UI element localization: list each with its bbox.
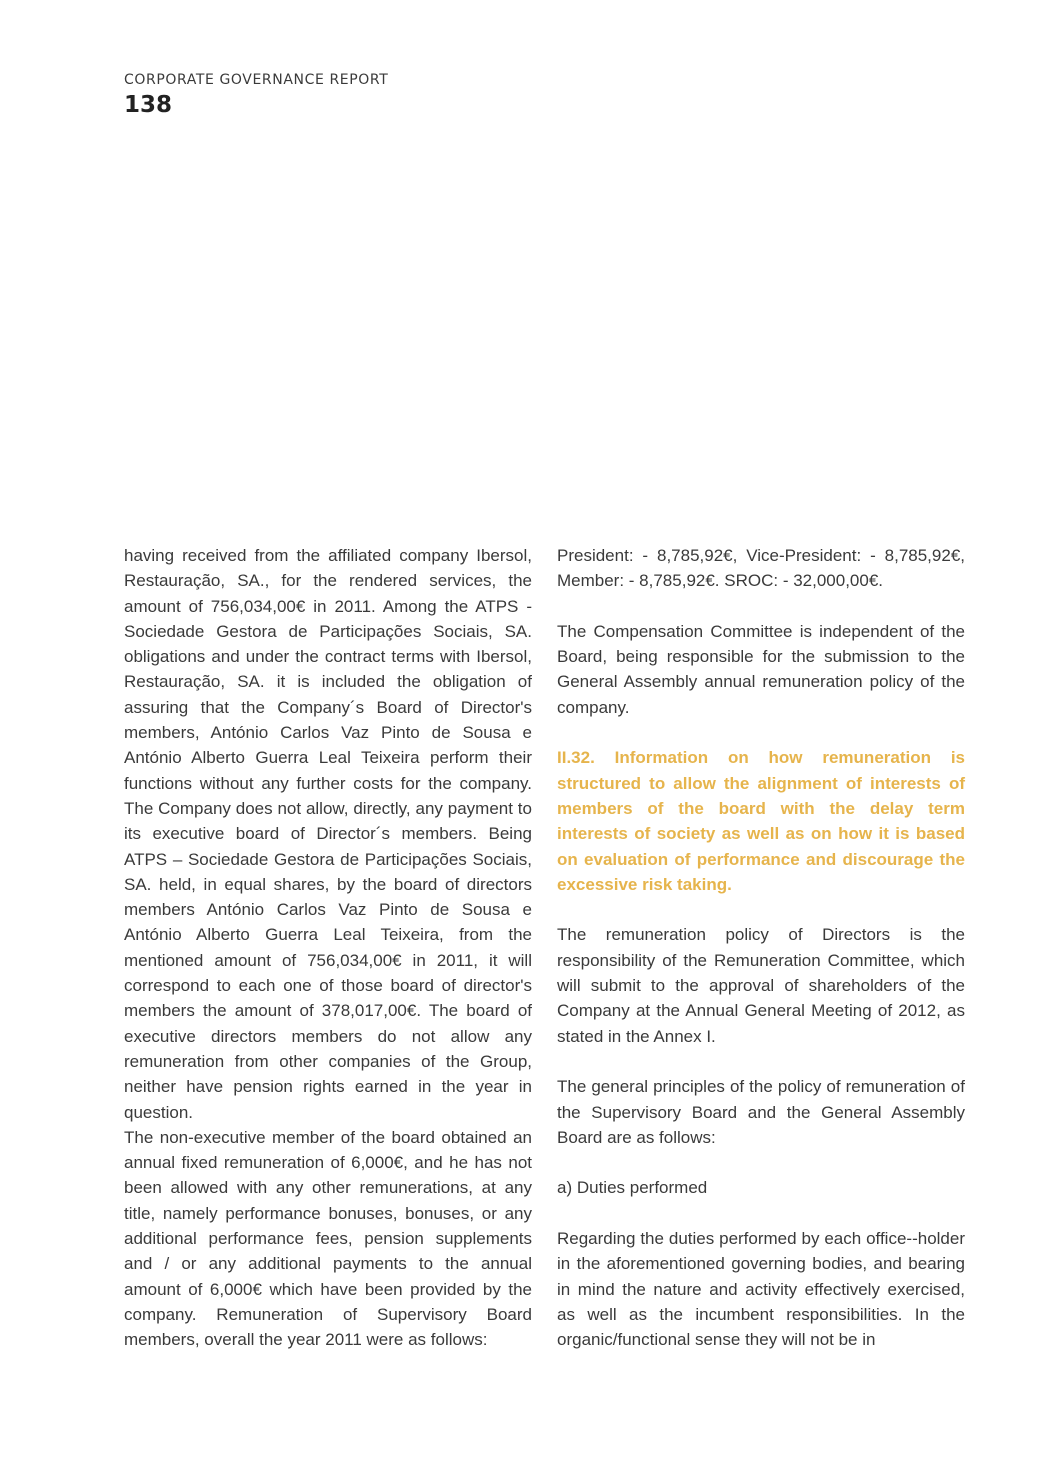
- page-header: [124, 70, 388, 118]
- right-column: [557, 543, 965, 1353]
- page-number: 138: [124, 92, 173, 118]
- left-paragraph-1: having received from the affiliated company Ibersol, Restauração, SA., for the rendered services, the amount of 756,034,00€ in 2011. Among the ATPS - Sociedade Gestora de Participações Sociais, SA. obligations and under the contract terms with Ibersol, Restauração, SA. it is included the obligation of assuring that the Company´s Board of Director's members, António Carlos Vaz Pinto de Sousa e António Alberto Guerra Leal Teixeira perform their functions without any further costs for the company. The Company does not allow, directly, any payment to its executive board of Director´s members. Being ATPS – Sociedade Gestora de Participações Sociais, SA. held, in equal shares, by the board of directors members António Carlos Vaz Pinto de Sousa e António Alberto Guerra Leal Teixeira, from the mentioned amount of 756,034,00€ in 2011, it will correspond to each one of those board of director's members the amount of 378,017,00€. The board of executive directors members do not allow any remuneration from other companies of the Group, neither have pension rights earned in the year in question.: [124, 546, 532, 1122]
- report-title: CORPORATE GOVERNANCE REPORT: [124, 72, 389, 88]
- section-heading: II.32. Information on how remuneration is structured to allow the alignment of interests of members of the board with the delay term interests of society as well as on how it is based on evaluation of performance and discourage the excessive risk taking.: [557, 748, 965, 894]
- right-paragraph-5: a) Duties performed: [557, 1178, 708, 1198]
- left-column: [124, 543, 532, 1353]
- right-paragraph-2: The Compensation Committee is independent of the Board, being responsible for the submission to the General Assembly annual remuneration policy of the company.: [557, 621, 965, 717]
- right-paragraph-1: President: - 8,785,92€, Vice-President: - 8,785,92€, Member: - 8,785,92€. SROC: - 32,000,00€.: [557, 546, 965, 591]
- right-paragraph-4: The general principles of the policy of remuneration of the Supervisory Board and the General Assembly Board are as follows:: [557, 1077, 965, 1147]
- left-paragraph-2: The non-executive member of the board obtained an annual fixed remuneration of 6,000€, and he has not been allowed with any other remunerations, at any title, namely performance bonuses, bonuses, or any additional performance fees, pension supplements and / or any additional payments to the annual amount of 6,000€ which have been provided by the company. Remuneration of Supervisory Board members, overall the year 2011 were as follows:: [124, 1127, 532, 1350]
- right-paragraph-6: Regarding the duties performed by each office--holder in the aforementioned governing bodies, and bearing in mind the nature and activity effectively exercised, as well as the incumbent responsibilities. In the organic/functional sense they will not be in: [557, 1229, 965, 1350]
- right-paragraph-3: The remuneration policy of Directors is the responsibility of the Remuneration Committee, which will submit to the approval of shareholders of the Company at the Annual General Meeting of 2012, as stated in the Annex I.: [557, 925, 965, 1046]
